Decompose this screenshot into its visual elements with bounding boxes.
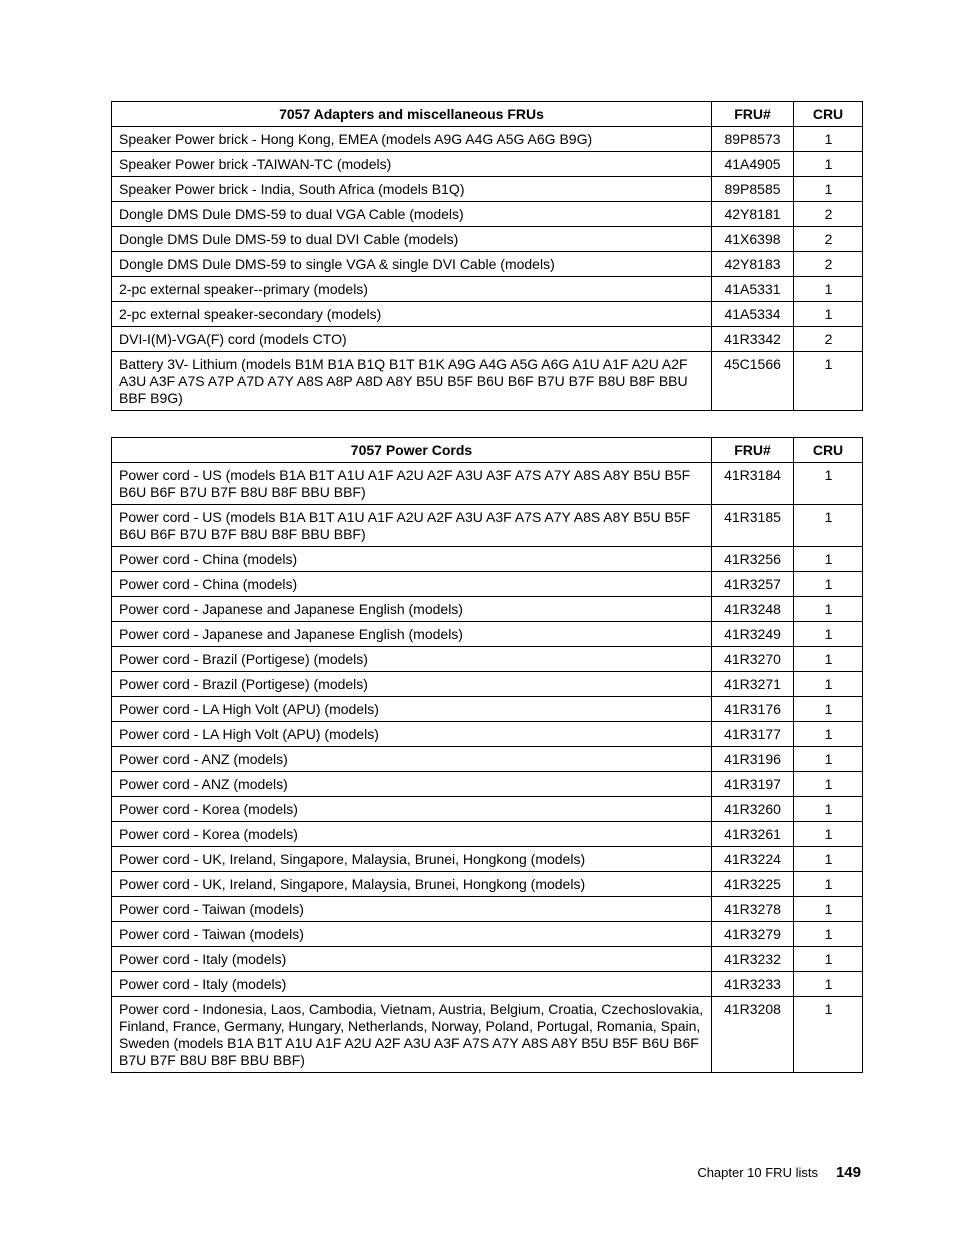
- cru-tier: 1: [794, 747, 863, 772]
- cru-tier: 1: [794, 177, 863, 202]
- part-description: Power cord - UK, Ireland, Singapore, Malaysia, Brunei, Hongkong (models): [112, 847, 712, 872]
- part-description: Power cord - US (models B1A B1T A1U A1F A2U A2F A3U A3F A7S A7Y A8S A8Y B5U B5F B6U B6F B7U B7F B8U B8F BBU BBF): [112, 505, 712, 547]
- table-row: [112, 597, 863, 622]
- part-description: 2-pc external speaker--primary (models): [112, 277, 712, 302]
- table-row: [112, 202, 863, 227]
- table-row: [112, 647, 863, 672]
- part-description: Power cord - ANZ (models): [112, 747, 712, 772]
- table-row: [112, 127, 863, 152]
- part-description: Power cord - Japanese and Japanese English (models): [112, 597, 712, 622]
- part-description: Dongle DMS Dule DMS-59 to dual DVI Cable (models): [112, 227, 712, 252]
- table-row: [112, 622, 863, 647]
- fru-number: 41X6398: [712, 227, 794, 252]
- fru-number: 41R3270: [712, 647, 794, 672]
- fru-number: 41R3185: [712, 505, 794, 547]
- table-row: [112, 947, 863, 972]
- fru-number: 41R3260: [712, 797, 794, 822]
- fru-number: 89P8585: [712, 177, 794, 202]
- part-description: Power cord - Indonesia, Laos, Cambodia, Vietnam, Austria, Belgium, Croatia, Czechoslovakia, Finland, France, Germany, Hungary, Netherlands, Norway, Poland, Portugal, Romania, Spain, Sweden (models B1A B1T A1U A1F A2U A2F A3U A3F A7S A7Y A8S A8Y B5U B5F B6U B6F B7U B7F B8U B8F BBU BBF): [112, 997, 712, 1073]
- cru-tier: 1: [794, 922, 863, 947]
- table-row: [112, 302, 863, 327]
- cru-tier: 1: [794, 972, 863, 997]
- part-description: Dongle DMS Dule DMS-59 to single VGA & single DVI Cable (models): [112, 252, 712, 277]
- part-description: Power cord - Brazil (Portigese) (models): [112, 647, 712, 672]
- table-row: [112, 747, 863, 772]
- part-description: Power cord - ANZ (models): [112, 772, 712, 797]
- part-description: DVI-I(M)-VGA(F) cord (models CTO): [112, 327, 712, 352]
- cru-tier: 1: [794, 505, 863, 547]
- cru-tier: 2: [794, 327, 863, 352]
- adapters-fru-table: [111, 101, 863, 411]
- fru-number: 42Y8183: [712, 252, 794, 277]
- table-row: [112, 227, 863, 252]
- cru-tier: 1: [794, 997, 863, 1073]
- fru-number: 41R3279: [712, 922, 794, 947]
- cru-tier: 1: [794, 772, 863, 797]
- table-row: [112, 847, 863, 872]
- fru-number: 89P8573: [712, 127, 794, 152]
- cru-tier: 1: [794, 622, 863, 647]
- cru-tier: 1: [794, 152, 863, 177]
- cru-tier: 1: [794, 277, 863, 302]
- fru-number: 41R3257: [712, 572, 794, 597]
- cru-tier: 1: [794, 872, 863, 897]
- table-row: [112, 152, 863, 177]
- adapters-table-body: [112, 127, 863, 411]
- cru-tier: 1: [794, 897, 863, 922]
- part-description: Power cord - Italy (models): [112, 972, 712, 997]
- part-description: Power cord - China (models): [112, 547, 712, 572]
- table-row: [112, 772, 863, 797]
- table-row: [112, 872, 863, 897]
- cru-tier: 2: [794, 252, 863, 277]
- cru-tier: 1: [794, 572, 863, 597]
- fru-number: 41R3278: [712, 897, 794, 922]
- table-header-row: [112, 102, 863, 127]
- part-description: Power cord - Taiwan (models): [112, 922, 712, 947]
- column-header-title: 7057 Adapters and miscellaneous FRUs: [112, 102, 712, 127]
- part-description: Battery 3V- Lithium (models B1M B1A B1Q B1T B1K A9G A4G A5G A6G A1U A1F A2U A2F A3U A3F A7S A7P A7D A7Y A8S A8P A8D A8Y B5U B5F B6U B6F B7U B7F B8U B8F BBU BBF B9G): [112, 352, 712, 411]
- fru-number: 41R3208: [712, 997, 794, 1073]
- fru-number: 41R3256: [712, 547, 794, 572]
- table-row: [112, 252, 863, 277]
- fru-number: 41R3248: [712, 597, 794, 622]
- part-description: Power cord - Korea (models): [112, 797, 712, 822]
- fru-number: 41R3196: [712, 747, 794, 772]
- fru-number: 41R3249: [712, 622, 794, 647]
- part-description: Speaker Power brick - Hong Kong, EMEA (models A9G A4G A5G A6G B9G): [112, 127, 712, 152]
- fru-number: 41R3197: [712, 772, 794, 797]
- table-row: [112, 822, 863, 847]
- cru-tier: 1: [794, 547, 863, 572]
- cru-tier: 1: [794, 302, 863, 327]
- part-description: Power cord - Brazil (Portigese) (models): [112, 672, 712, 697]
- part-description: Power cord - China (models): [112, 572, 712, 597]
- table-row: [112, 463, 863, 505]
- table-header-row: [112, 438, 863, 463]
- table-row: [112, 352, 863, 411]
- fru-number: 41R3342: [712, 327, 794, 352]
- part-description: Power cord - LA High Volt (APU) (models): [112, 722, 712, 747]
- table-row: [112, 897, 863, 922]
- table-row: [112, 972, 863, 997]
- fru-number: 42Y8181: [712, 202, 794, 227]
- table-row: [112, 277, 863, 302]
- cru-tier: 1: [794, 847, 863, 872]
- fru-number: 41A4905: [712, 152, 794, 177]
- cru-tier: 1: [794, 647, 863, 672]
- table-row: [112, 997, 863, 1073]
- cru-tier: 1: [794, 797, 863, 822]
- column-header-cru: CRU: [794, 438, 863, 463]
- part-description: Power cord - Italy (models): [112, 947, 712, 972]
- power-cords-table-body: [112, 463, 863, 1073]
- page-footer: [697, 1163, 861, 1183]
- part-description: Power cord - LA High Volt (APU) (models): [112, 697, 712, 722]
- part-description: Speaker Power brick -TAIWAN-TC (models): [112, 152, 712, 177]
- cru-tier: 1: [794, 672, 863, 697]
- column-header-title: 7057 Power Cords: [112, 438, 712, 463]
- cru-tier: 1: [794, 463, 863, 505]
- cru-tier: 2: [794, 227, 863, 252]
- cru-tier: 1: [794, 722, 863, 747]
- table-row: [112, 327, 863, 352]
- fru-number: 41R3232: [712, 947, 794, 972]
- fru-number: 41R3224: [712, 847, 794, 872]
- table-row: [112, 672, 863, 697]
- part-description: Dongle DMS Dule DMS-59 to dual VGA Cable (models): [112, 202, 712, 227]
- cru-tier: 1: [794, 597, 863, 622]
- table-row: [112, 722, 863, 747]
- cru-tier: 2: [794, 202, 863, 227]
- cru-tier: 1: [794, 697, 863, 722]
- cru-tier: 1: [794, 127, 863, 152]
- cru-tier: 1: [794, 352, 863, 411]
- part-description: Power cord - US (models B1A B1T A1U A1F A2U A2F A3U A3F A7S A7Y A8S A8Y B5U B5F B6U B6F B7U B7F B8U B8F BBU BBF): [112, 463, 712, 505]
- fru-number: 41R3184: [712, 463, 794, 505]
- column-header-fru: FRU#: [712, 438, 794, 463]
- power-cords-fru-table: [111, 437, 863, 1073]
- fru-number: 41R3176: [712, 697, 794, 722]
- fru-number: 41R3271: [712, 672, 794, 697]
- fru-number: 41A5334: [712, 302, 794, 327]
- part-description: Speaker Power brick - India, South Africa (models B1Q): [112, 177, 712, 202]
- cru-tier: 1: [794, 822, 863, 847]
- table-row: [112, 797, 863, 822]
- column-header-cru: CRU: [794, 102, 863, 127]
- fru-number: 41R3177: [712, 722, 794, 747]
- part-description: Power cord - Korea (models): [112, 822, 712, 847]
- part-description: 2-pc external speaker-secondary (models): [112, 302, 712, 327]
- fru-number: 45C1566: [712, 352, 794, 411]
- fru-number: 41R3261: [712, 822, 794, 847]
- table-row: [112, 177, 863, 202]
- chapter-label: Chapter 10 FRU lists: [697, 1165, 818, 1180]
- fru-number: 41A5331: [712, 277, 794, 302]
- cru-tier: 1: [794, 947, 863, 972]
- table-row: [112, 697, 863, 722]
- fru-number: 41R3233: [712, 972, 794, 997]
- table-row: [112, 547, 863, 572]
- table-row: [112, 572, 863, 597]
- part-description: Power cord - UK, Ireland, Singapore, Malaysia, Brunei, Hongkong (models): [112, 872, 712, 897]
- column-header-fru: FRU#: [712, 102, 794, 127]
- table-row: [112, 922, 863, 947]
- fru-number: 41R3225: [712, 872, 794, 897]
- page-number: 149: [835, 1164, 861, 1181]
- part-description: Power cord - Taiwan (models): [112, 897, 712, 922]
- part-description: Power cord - Japanese and Japanese English (models): [112, 622, 712, 647]
- table-row: [112, 505, 863, 547]
